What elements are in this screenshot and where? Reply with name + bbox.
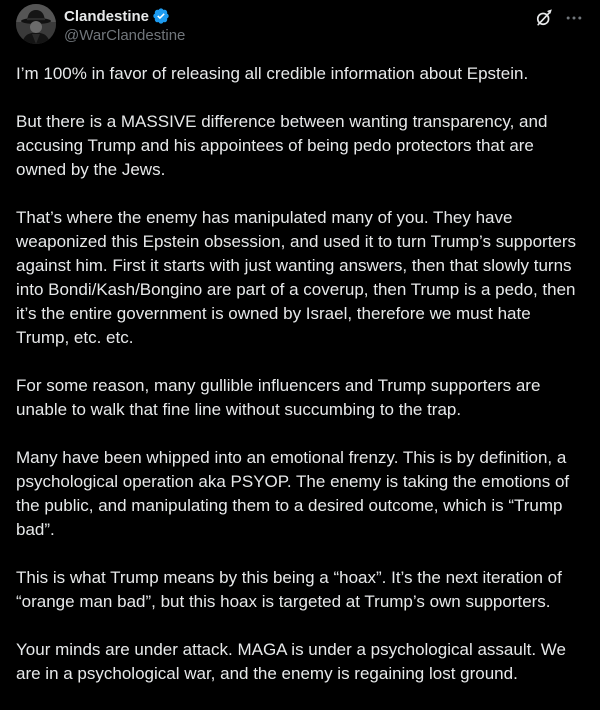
author-names <box>64 6 185 46</box>
grok-icon[interactable] <box>534 8 554 28</box>
verified-badge-icon[interactable] <box>152 7 170 25</box>
tweet-paragraph: I’m 100% in favor of releasing all credible information about Epstein. <box>16 64 529 83</box>
tweet-paragraph: That’s where the enemy has manipulated many of you. They have weaponized this Epstein obsession, and used it to turn Trump’s supporters against him. First it starts with just wanting answers, then that slowly turns into Bondi/Kash/Bongino are part of a coverup, then Trump is a pedo, then it’s the entire government is owned by Israel, therefore we must hate Trump, etc. etc. <box>16 208 577 347</box>
top-actions <box>534 8 584 28</box>
tweet-header <box>16 0 584 64</box>
display-name-row <box>64 6 185 26</box>
tweet-paragraph: This is what Trump means by this being a “hoax”. It’s the next iteration of “orange man bad”, but this hoax is targeted at Trump’s own supporters. <box>16 568 562 611</box>
avatar[interactable] <box>16 4 56 44</box>
handle[interactable]: @WarClandestine <box>64 27 186 44</box>
display-name[interactable]: Clandestine <box>64 7 150 25</box>
tweet-paragraph: Your minds are under attack. MAGA is under a psychological assault. We are in a psychological war, and the enemy is regaining lost ground. <box>16 640 566 683</box>
tweet-paragraph: For some reason, many gullible influencers and Trump supporters are unable to walk that fine line without succumbing to the trap. <box>16 376 541 419</box>
more-dots-icon[interactable] <box>564 8 584 28</box>
tweet-paragraph: Many have been whipped into an emotional frenzy. This is by definition, a psychological operation aka PSYOP. The enemy is taking the emotions of the public, and manipulating them to a desired outcome, which is “Trump bad”. <box>16 448 570 539</box>
tweet-paragraph: But there is a MASSIVE difference between wanting transparency, and accusing Trump and his appointees of being pedo protectors that are owned by the Jews. <box>16 112 548 179</box>
avatar-fedora-man-icon <box>16 4 56 44</box>
tweet-text <box>16 62 580 710</box>
